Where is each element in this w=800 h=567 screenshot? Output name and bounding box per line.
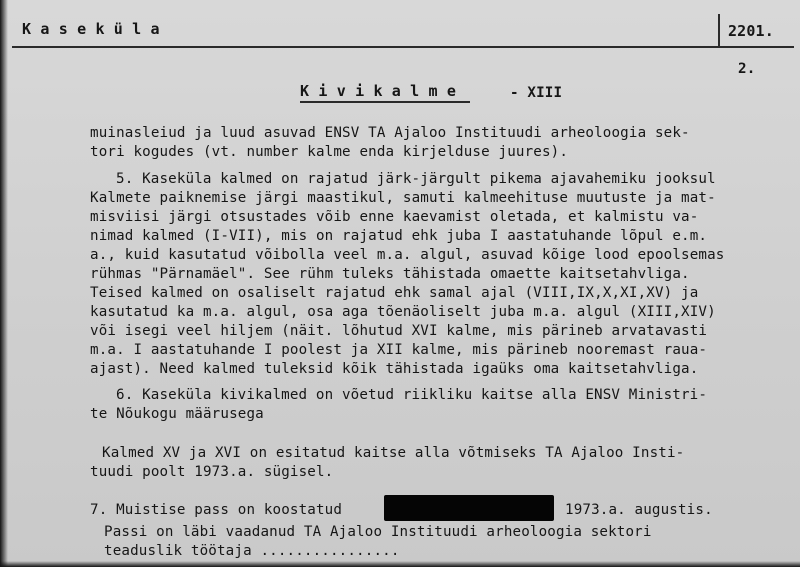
text-line: Kalmed XV ja XVI on esitatud kaitse alla võtmiseks TA Ajaloo Insti-	[102, 445, 685, 461]
text-line: ajast). Need kalmed tuleksid kõik tähistada igaüks oma kaitsetahvliga.	[90, 361, 699, 377]
redaction-bar	[384, 495, 554, 521]
text-line: kasutatud ka m.a. algul, osa aga tõenäoliselt juba m.a. algul (XIII,XIV)	[90, 304, 716, 320]
card-shadow-left	[0, 0, 8, 567]
text-line: rühmas "Pärnamäel". See rühm tuleks tähistada omaette kaitsetahvliga.	[90, 266, 690, 282]
text-line: 6. Kaseküla kivikalmed on võetud riikliku kaitse alla ENSV Ministri-	[116, 387, 708, 403]
text-line: Passi on läbi vaadanud TA Ajaloo Instituudi arheoloogia sektori	[104, 524, 652, 540]
text-line: tuudi poolt 1973.a. sügisel.	[90, 464, 334, 480]
text-line: tori kogudes (vt. number kalme enda kirjelduse juures).	[90, 144, 569, 160]
header-rule	[12, 46, 794, 48]
text-line: Kalmete paiknemise järgi maastikul, samuti kalmeehituse muutuste ja mat-	[90, 190, 716, 206]
text-line: 7. Muistise pass on koostatud	[90, 502, 343, 518]
title-suffix: - XIII	[510, 85, 563, 101]
text-line: a., kuid kasutatud võibolla veel m.a. algul, asuvad kõige lood epoolsemas	[90, 247, 725, 263]
text-line: Teised kalmed on osaliselt rajatud ehk samal ajal (VIII,IX,X,XI,XV) ja	[90, 285, 699, 301]
text-line: m.a. I aastatuhande I poolest ja XII kalme, mis pärineb nooremast raua-	[90, 342, 708, 358]
place-name: K a s e k ü l a	[22, 20, 160, 38]
text-line: või isegi veel hiljem (näit. lõhutud XVI kalme, mis pärineb arvatavasti	[90, 323, 708, 339]
text-line: misviisi järgi otsustades võib enne kaevamist oletada, et kalmistu va-	[90, 209, 699, 225]
page-number: 2.	[738, 61, 756, 77]
text-line: 1973.a. augustis.	[565, 502, 713, 518]
text-line: te Nõukogu määrusega	[90, 406, 264, 422]
record-number: 2201.	[728, 22, 774, 40]
title-underline	[300, 101, 470, 103]
text-line: nimad kalmed (I-VII), mis on rajatud ehk juba I aastatuhande lõpul e.m.	[90, 228, 708, 244]
text-line: 5. Kaseküla kalmed on rajatud järk-järgult pikema ajavahemiku jooksul	[116, 171, 716, 187]
header-divider	[718, 14, 720, 48]
document-title: K i v i k a l m e	[300, 82, 457, 100]
card-shadow-bottom	[0, 561, 800, 567]
text-line: teaduslik töötaja ................	[104, 543, 400, 559]
text-line: muinasleiud ja luud asuvad ENSV TA Ajaloo Instituudi arheoloogia sek-	[90, 125, 690, 141]
